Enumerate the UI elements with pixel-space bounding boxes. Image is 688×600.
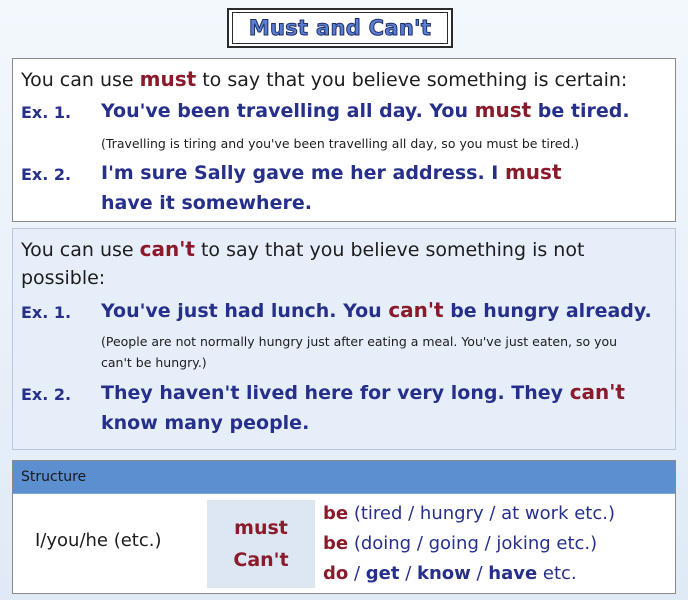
- cant-intro-after: to say that you believe something is not possible:: [21, 239, 585, 289]
- title-box: [227, 8, 453, 48]
- structure-line3-sep1: /: [348, 563, 366, 584]
- structure-line3-sep3: /: [470, 563, 489, 584]
- structure-line-3: [323, 560, 577, 588]
- cant-ex2-after: know many people.: [101, 412, 310, 434]
- cant-ex1-after: be hungry already.: [443, 300, 652, 322]
- must-keyword: must: [139, 67, 197, 91]
- must-ex2-before: I'm sure Sally gave me her address. I: [101, 162, 505, 184]
- structure-header: [13, 461, 675, 494]
- must-ex1-sentence: [101, 95, 661, 126]
- must-intro-after: to say that you believe something is certain:: [196, 69, 628, 91]
- cant-panel: [12, 228, 676, 450]
- must-ex1-keyword: must: [474, 98, 532, 122]
- cant-ex2-label: Ex. 2.: [21, 385, 72, 404]
- structure-line2-verb: be: [323, 533, 349, 554]
- cant-ex1-before: You've just had lunch. You: [101, 300, 389, 322]
- cant-keyword: can't: [139, 237, 195, 261]
- structure-body: [13, 494, 675, 594]
- structure-line3-sep2: /: [399, 563, 417, 584]
- cant-ex2-before: They haven't lived here for very long. They: [101, 382, 570, 404]
- cant-intro-before: You can use: [21, 239, 140, 261]
- cant-ex2-keyword: can't: [569, 380, 625, 404]
- cant-ex2-sentence: [101, 377, 661, 438]
- cant-ex1-label: Ex. 1.: [21, 303, 72, 322]
- must-ex2-sentence: [101, 157, 595, 218]
- must-ex1-after: be tired.: [531, 100, 630, 122]
- must-ex2-label: Ex. 2.: [21, 165, 72, 184]
- must-panel: [12, 58, 676, 222]
- structure-modal-cell: [207, 500, 315, 588]
- must-ex2-after: have it somewhere.: [101, 192, 312, 214]
- page-title: Must and Can't: [248, 16, 432, 40]
- cant-intro: [21, 235, 635, 292]
- structure-modal-must: must: [234, 517, 288, 539]
- structure-line3-do: do: [323, 563, 349, 584]
- structure-line3-know: know: [417, 563, 471, 584]
- structure-subject: I/you/he (etc.): [35, 530, 162, 551]
- cant-ex1-sentence: [101, 295, 661, 326]
- cant-ex1-note: (People are not normally hungry just after eating a meal. You've just eaten, so you can't be hungry.): [101, 334, 618, 370]
- must-intro-before: You can use: [21, 69, 140, 91]
- structure-line2-rest: (doing / going / joking etc.): [348, 533, 598, 554]
- structure-header-label: Structure: [21, 469, 87, 485]
- cant-ex1-keyword: can't: [388, 298, 444, 322]
- title-frame: [232, 12, 448, 44]
- structure-line3-have: have: [488, 563, 538, 584]
- structure-modal-cant: Can't: [233, 549, 289, 571]
- structure-table: [12, 460, 676, 594]
- must-ex1-note: (Travelling is tiring and you've been travelling all day, so you must be tired.): [101, 136, 580, 151]
- structure-line1-rest: (tired / hungry / at work etc.): [348, 503, 615, 524]
- structure-line3-rest: etc.: [537, 563, 577, 584]
- must-ex2-keyword: must: [504, 160, 562, 184]
- must-intro: [21, 65, 665, 94]
- structure-line3-get: get: [365, 563, 400, 584]
- structure-line1-verb: be: [323, 503, 349, 524]
- must-ex1-before: You've been travelling all day. You: [101, 100, 475, 122]
- must-ex1-label: Ex. 1.: [21, 103, 72, 122]
- structure-line-1: [323, 500, 615, 528]
- structure-line-2: [323, 530, 597, 558]
